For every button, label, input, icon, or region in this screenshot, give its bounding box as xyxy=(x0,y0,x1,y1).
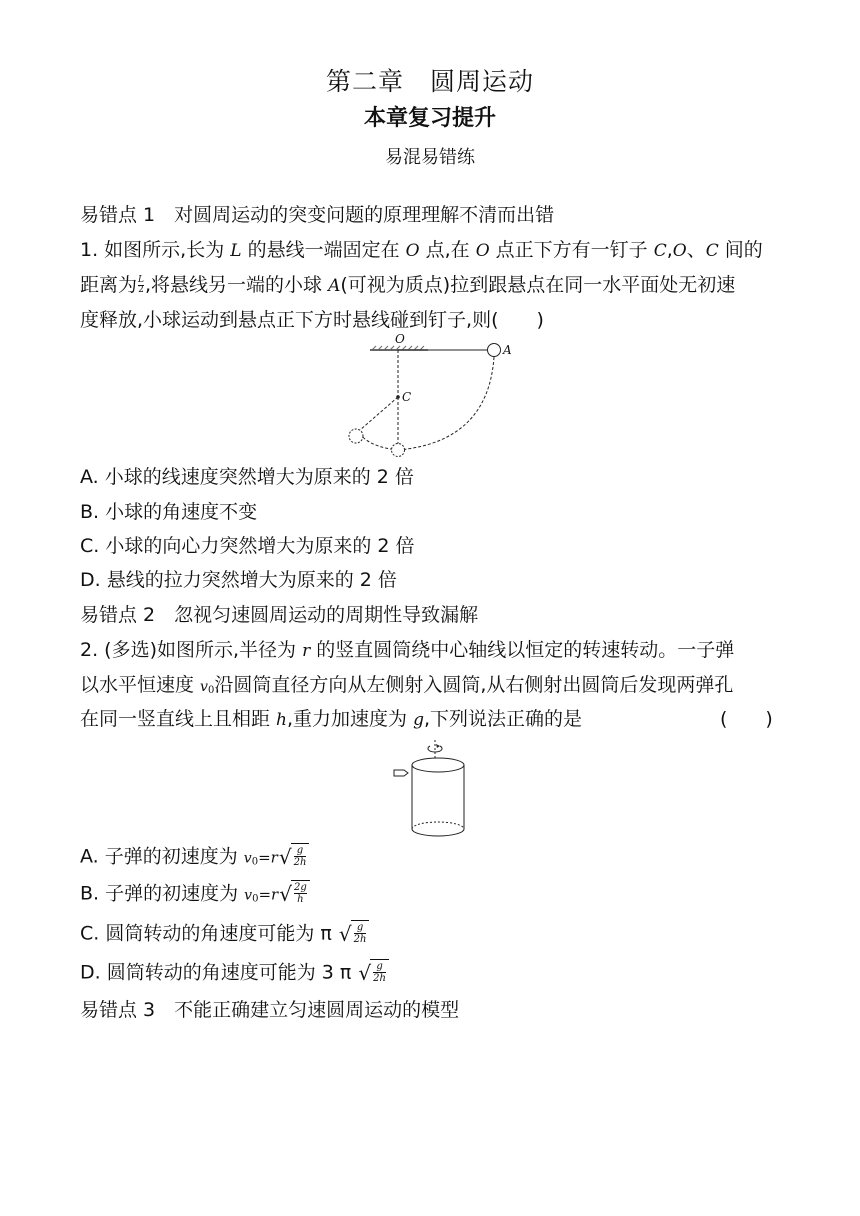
sqrt-g-over-2h-c: √ $\frac{g}{2h}$ xyxy=(339,920,370,948)
q1-option-c: C. 小球的向心力突然增大为原来的 2 倍 xyxy=(80,535,415,557)
q2-answer-bracket: ( ) xyxy=(720,708,773,730)
fraction-l-over-2: $\frac{L}{2}$ xyxy=(138,275,144,295)
q1-stem-line-1: 1. 如图所示,长为 L 的悬线一端固定在 O 点,在 O 点正下方有一钉子 C,O、C 间的 xyxy=(80,239,763,261)
error-point-1: 易错点 1 对圆周运动的突变问题的原理理解不清而出错 xyxy=(80,204,555,226)
q2-option-d: D. 圆筒转动的角速度可能为 3 π √ $\frac{g}{2h}$ xyxy=(80,959,389,987)
q2-option-b: B. 子弹的初速度为 $v_0=r$ √ $\frac{2g}{h}$ xyxy=(80,880,310,912)
bullet-icon xyxy=(394,770,408,776)
label-o: O xyxy=(395,332,405,346)
ball-left-position xyxy=(345,425,369,447)
q2-option-a: A. 子弹的初速度为 $v_0=r$ √ $\frac{g}{2h}$ xyxy=(80,843,309,875)
sqrt-g-over-2h-d: √ $\frac{g}{2h}$ xyxy=(358,959,389,987)
subsection-title: 易混易错练 xyxy=(385,147,475,168)
q1-option-a: A. 小球的线速度突然增大为原来的 2 倍 xyxy=(80,466,414,488)
error-point-3: 易错点 3 不能正确建立匀速圆周运动的模型 xyxy=(80,999,460,1021)
cylinder-figure xyxy=(390,738,480,840)
q2-stem-line-1: 2. (多选)如图所示,半径为 r 的竖直圆筒绕中心轴线以恒定的转速转动。一子弹 xyxy=(80,639,735,661)
ceiling-hatch xyxy=(370,346,428,350)
q1-option-b: B. 小球的角速度不变 xyxy=(80,501,258,523)
cylinder-top xyxy=(412,758,464,772)
sqrt-2g-over-h: √ $\frac{2g}{h}$ xyxy=(279,880,310,908)
ball-a xyxy=(488,344,501,357)
ball-bottom xyxy=(392,444,405,457)
q2-stem-line-3: 在同一竖直线上且相距 h,重力加速度为 g,下列说法正确的是 xyxy=(80,708,583,730)
error-point-2: 易错点 2 忽视匀速圆周运动的周期性导致漏解 xyxy=(80,604,479,626)
section-title: 本章复习提升 xyxy=(363,106,496,131)
q1-stem-line-3: 度释放,小球运动到悬点正下方时悬线碰到钉子,则( ) xyxy=(80,309,544,331)
trajectory-arc-large xyxy=(398,357,494,450)
chapter-title: 第二章 圆周运动 xyxy=(325,67,534,96)
q1-option-d: D. 悬线的拉力突然增大为原来的 2 倍 xyxy=(80,569,397,591)
cylinder-bottom xyxy=(412,829,464,836)
q2-option-c: C. 圆筒转动的角速度可能为 π √ $\frac{g}{2h}$ xyxy=(80,920,369,948)
label-c: C xyxy=(402,390,412,404)
label-a: A xyxy=(503,343,512,357)
q2-stem-line-2: 以水平恒速度 $v_0$沿圆筒直径方向从左侧射入圆筒,从右侧射出圆筒后发现两弹孔 xyxy=(80,674,734,696)
q1-stem-line-2: 距离为 $\frac{L}{2}$ ,将悬线另一端的小球 A(可视为质点)拉到跟悬点在同一水平面处无初速 xyxy=(80,274,736,296)
sqrt-g-over-2h: √ $\frac{g}{2h}$ xyxy=(279,843,310,871)
